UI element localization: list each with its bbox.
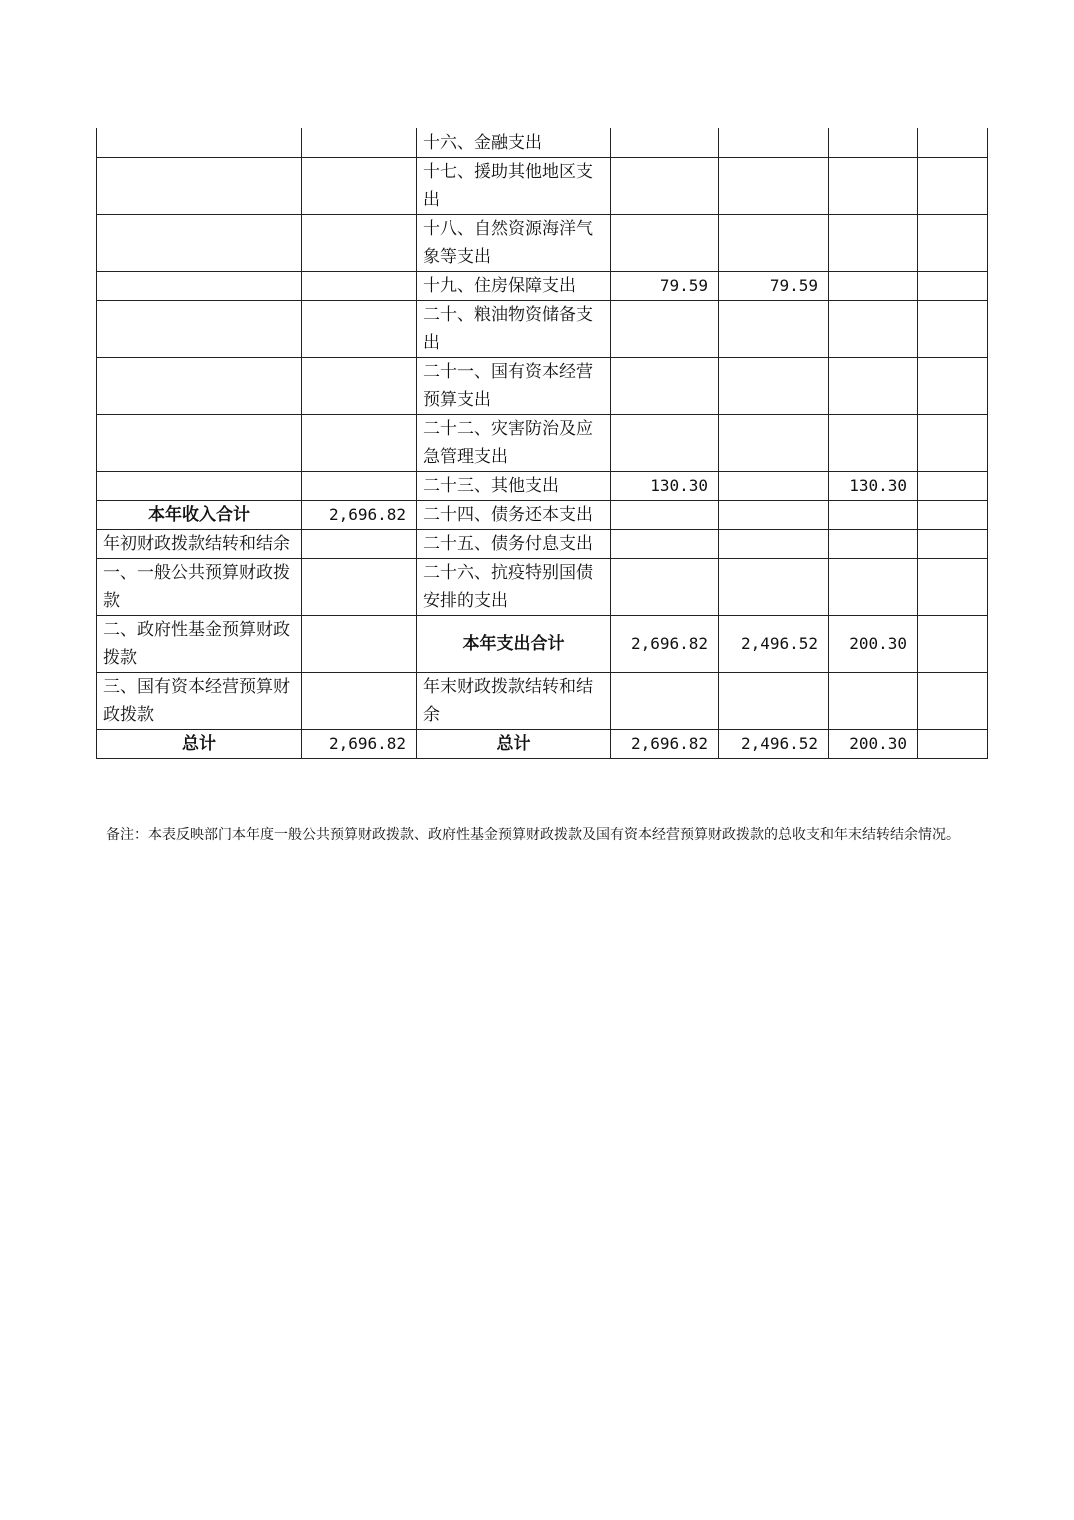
income-amount xyxy=(302,472,417,501)
income-item-label xyxy=(97,301,302,358)
expense-grand-total: 2,696.82 xyxy=(611,730,719,759)
income-amount xyxy=(302,673,417,730)
expense-grand-total-general-budget: 2,496.52 xyxy=(719,730,829,759)
income-item-label xyxy=(97,272,302,301)
expense-state-capital xyxy=(918,559,988,616)
income-item-label xyxy=(97,472,302,501)
expense-total: 79.59 xyxy=(611,272,719,301)
table-row xyxy=(97,559,988,616)
income-item-label xyxy=(97,415,302,472)
income-subtotal-amount: 2,696.82 xyxy=(302,501,417,530)
expense-general-budget xyxy=(719,358,829,415)
income-item-label xyxy=(97,158,302,215)
income-amount xyxy=(302,128,417,158)
expense-gov-fund xyxy=(829,530,918,559)
expense-item-label: 十九、住房保障支出 xyxy=(417,272,611,301)
income-amount xyxy=(302,272,417,301)
table-row xyxy=(97,158,988,215)
income-amount xyxy=(302,415,417,472)
expense-general-budget xyxy=(719,415,829,472)
income-amount xyxy=(302,559,417,616)
table-row xyxy=(97,501,988,530)
table-row xyxy=(97,415,988,472)
expense-state-capital xyxy=(918,215,988,272)
table-row xyxy=(97,215,988,272)
expense-item-label: 二十五、债务付息支出 xyxy=(417,530,611,559)
expense-general-budget xyxy=(719,501,829,530)
table-row xyxy=(97,358,988,415)
expense-state-capital xyxy=(918,472,988,501)
income-amount xyxy=(302,215,417,272)
expense-state-capital xyxy=(918,158,988,215)
expense-state-capital xyxy=(918,530,988,559)
expense-subtotal-general-budget: 2,496.52 xyxy=(719,616,829,673)
income-grand-total-amount: 2,696.82 xyxy=(302,730,417,759)
expense-total xyxy=(611,358,719,415)
expense-item-label: 二十六、抗疫特别国债安排的支出 xyxy=(417,559,611,616)
income-amount xyxy=(302,358,417,415)
expense-general-budget xyxy=(719,530,829,559)
expense-state-capital xyxy=(918,501,988,530)
expense-state-capital xyxy=(918,358,988,415)
expense-general-budget xyxy=(719,158,829,215)
income-amount xyxy=(302,301,417,358)
income-subtotal-label: 本年收入合计 xyxy=(97,501,302,530)
expense-gov-fund xyxy=(829,673,918,730)
expense-grand-total-gov-fund: 200.30 xyxy=(829,730,918,759)
income-item-label: 年初财政拨款结转和结余 xyxy=(97,530,302,559)
expense-total xyxy=(611,128,719,158)
table-footnote: 备注：本表反映部门本年度一般公共预算财政拨款、政府性基金预算财政拨款及国有资本经营预算财政拨款的总收支和年末结转结余情况。 xyxy=(106,827,960,843)
expense-gov-fund xyxy=(829,128,918,158)
income-item-label: 三、国有资本经营预算财政拨款 xyxy=(97,673,302,730)
expense-general-budget xyxy=(719,559,829,616)
expense-state-capital xyxy=(918,128,988,158)
income-item-label xyxy=(97,215,302,272)
expense-item-label: 二十二、灾害防治及应急管理支出 xyxy=(417,415,611,472)
expense-item-label: 二十一、国有资本经营预算支出 xyxy=(417,358,611,415)
expense-gov-fund xyxy=(829,501,918,530)
table-row xyxy=(97,673,988,730)
expense-total xyxy=(611,673,719,730)
expense-total xyxy=(611,301,719,358)
expense-item-label: 十六、金融支出 xyxy=(417,128,611,158)
budget-table xyxy=(96,128,988,759)
income-item-label xyxy=(97,128,302,158)
expense-total: 130.30 xyxy=(611,472,719,501)
expense-gov-fund xyxy=(829,358,918,415)
expense-general-budget xyxy=(719,673,829,730)
expense-grand-total-label: 总计 xyxy=(417,730,611,759)
expense-gov-fund xyxy=(829,301,918,358)
income-amount xyxy=(302,158,417,215)
table-row xyxy=(97,128,988,158)
expense-total xyxy=(611,215,719,272)
expense-state-capital xyxy=(918,415,988,472)
table-row xyxy=(97,616,988,673)
expense-gov-fund xyxy=(829,158,918,215)
expense-total xyxy=(611,501,719,530)
income-item-label: 二、政府性基金预算财政拨款 xyxy=(97,616,302,673)
income-item-label xyxy=(97,358,302,415)
income-grand-total-label: 总计 xyxy=(97,730,302,759)
expense-total xyxy=(611,559,719,616)
expense-subtotal-gov-fund: 200.30 xyxy=(829,616,918,673)
grand-total-row xyxy=(97,730,988,759)
expense-grand-total-state-capital xyxy=(918,730,988,759)
expense-gov-fund xyxy=(829,215,918,272)
expense-total xyxy=(611,158,719,215)
expense-item-label: 十八、自然资源海洋气象等支出 xyxy=(417,215,611,272)
income-amount xyxy=(302,616,417,673)
expense-total xyxy=(611,530,719,559)
expense-state-capital xyxy=(918,301,988,358)
expense-general-budget: 79.59 xyxy=(719,272,829,301)
table-row xyxy=(97,530,988,559)
expense-state-capital xyxy=(918,673,988,730)
expense-subtotal-label: 本年支出合计 xyxy=(417,616,611,673)
income-amount xyxy=(302,530,417,559)
expense-subtotal-total: 2,696.82 xyxy=(611,616,719,673)
expense-state-capital xyxy=(918,272,988,301)
expense-gov-fund xyxy=(829,415,918,472)
expense-subtotal-state-capital xyxy=(918,616,988,673)
expense-gov-fund: 130.30 xyxy=(829,472,918,501)
expense-item-label: 二十三、其他支出 xyxy=(417,472,611,501)
table-row xyxy=(97,472,988,501)
income-item-label: 一、一般公共预算财政拨款 xyxy=(97,559,302,616)
expense-general-budget xyxy=(719,472,829,501)
expense-gov-fund xyxy=(829,559,918,616)
expense-general-budget xyxy=(719,215,829,272)
expense-total xyxy=(611,415,719,472)
expense-item-label: 十七、援助其他地区支出 xyxy=(417,158,611,215)
expense-general-budget xyxy=(719,128,829,158)
table-row xyxy=(97,272,988,301)
expense-general-budget xyxy=(719,301,829,358)
expense-item-label: 二十、粮油物资储备支出 xyxy=(417,301,611,358)
expense-item-label: 年末财政拨款结转和结余 xyxy=(417,673,611,730)
expense-gov-fund xyxy=(829,272,918,301)
table-row xyxy=(97,301,988,358)
expense-item-label: 二十四、债务还本支出 xyxy=(417,501,611,530)
